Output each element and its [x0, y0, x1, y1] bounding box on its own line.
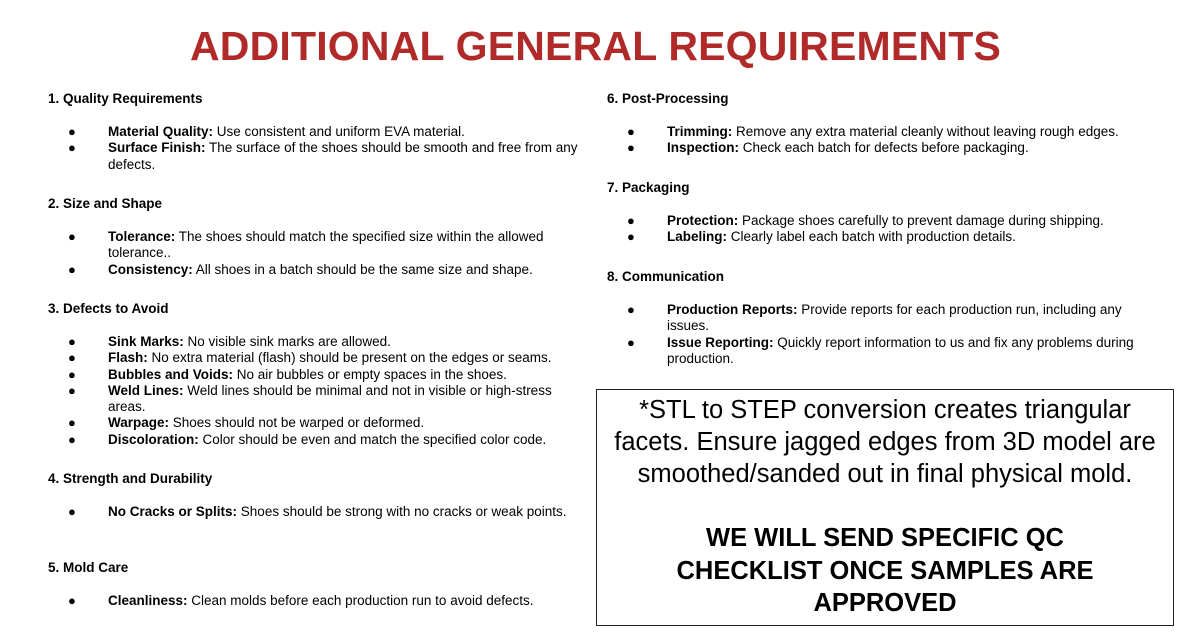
- bullet-icon: ●: [68, 229, 76, 244]
- bullet-icon: ●: [627, 229, 635, 245]
- bullet-icon: ●: [68, 382, 76, 398]
- list-item: [48, 367, 588, 383]
- bullet-icon: ●: [627, 213, 635, 228]
- item-label: Sink Marks:: [108, 334, 184, 349]
- bullet-icon: ●: [68, 350, 76, 366]
- list-item: [48, 383, 588, 416]
- section-defects-to-avoid: [48, 300, 588, 470]
- section-quality-requirements: [48, 90, 588, 195]
- list-item: [607, 229, 1167, 245]
- item-text: Use consistent and uniform EVA material.: [213, 124, 465, 139]
- item-label: Production Reports:: [667, 302, 798, 317]
- item-label: Tolerance:: [108, 229, 176, 244]
- item-label: Consistency:: [108, 261, 193, 277]
- item-label: Discoloration:: [108, 431, 199, 447]
- list-item: [48, 593, 588, 609]
- item-text: Shoes should be strong with no cracks or weak points.: [237, 504, 567, 519]
- list-item: [607, 140, 1167, 156]
- list-item: [48, 334, 588, 350]
- item-text: Quickly report information to us and fix any problems during production.: [667, 334, 1134, 366]
- list-item: [48, 504, 588, 520]
- item-label: Weld Lines:: [108, 382, 184, 398]
- item-text: Shoes should not be warped or deformed.: [169, 415, 425, 431]
- item-label: Inspection:: [667, 140, 740, 156]
- item-text: The surface of the shoes should be smooth and free from any defects.: [108, 140, 578, 172]
- item-label: Warpage:: [108, 415, 170, 431]
- item-list: [607, 302, 1167, 367]
- item-text: No air bubbles or empty spaces in the shoes.: [233, 366, 507, 382]
- list-item: [48, 140, 588, 173]
- list-item: [48, 229, 588, 262]
- item-text: Weld lines should be minimal and not in visible or high-stress areas.: [108, 382, 552, 415]
- item-label: Issue Reporting:: [667, 334, 774, 350]
- section-strength-and-durability: [48, 470, 588, 559]
- list-item: [48, 432, 588, 448]
- bullet-icon: ●: [68, 261, 76, 277]
- item-list: [48, 334, 588, 448]
- bullet-icon: ●: [68, 334, 76, 349]
- bullet-icon: ●: [68, 124, 76, 139]
- bullet-icon: ●: [627, 302, 635, 317]
- item-label: No Cracks or Splits:: [108, 504, 238, 519]
- section-mold-care: [48, 559, 588, 609]
- stl-note-box: [596, 389, 1174, 626]
- item-list: [607, 124, 1167, 157]
- list-item: [607, 124, 1167, 140]
- item-list: [48, 124, 588, 173]
- item-list: [48, 504, 588, 520]
- item-text: Package shoes carefully to prevent damage during shipping.: [738, 213, 1104, 228]
- item-text: Clearly label each batch with production details.: [727, 229, 1016, 245]
- item-label: Flash:: [108, 350, 148, 366]
- bullet-icon: ●: [627, 334, 635, 350]
- qc-checklist-notice: WE WILL SEND SPECIFIC QC CHECKLIST ONCE SAMPLES ARE APPROVED: [676, 524, 1094, 617]
- item-list: [48, 593, 588, 609]
- section-post-processing: [607, 90, 1167, 179]
- item-label: Cleanliness:: [108, 593, 188, 608]
- list-item: [48, 415, 588, 431]
- list-item: [607, 302, 1167, 335]
- item-label: Bubbles and Voids:: [108, 366, 234, 382]
- bullet-icon: ●: [68, 415, 76, 431]
- list-item: [48, 262, 588, 278]
- list-item: [48, 124, 588, 140]
- section-packaging: [607, 179, 1167, 268]
- section-heading: 5. Mold Care: [48, 560, 129, 575]
- item-text: Check each batch for defects before packaging.: [739, 140, 1029, 156]
- section-heading: 4. Strength and Durability: [48, 471, 213, 486]
- item-text: No visible sink marks are allowed.: [183, 334, 391, 349]
- section-communication: [607, 268, 1167, 367]
- item-text: The shoes should match the specified size within the allowed tolerance..: [108, 229, 544, 261]
- section-size-and-shape: [48, 195, 588, 300]
- bullet-icon: ●: [68, 140, 76, 156]
- item-text: Clean molds before each production run to avoid defects.: [187, 593, 534, 608]
- bullet-icon: ●: [627, 140, 635, 156]
- item-label: Surface Finish:: [108, 140, 206, 156]
- bullet-icon: ●: [68, 431, 76, 447]
- item-text: Color should be even and match the specified color code.: [198, 431, 547, 447]
- left-column: [48, 90, 588, 609]
- list-item: [607, 335, 1167, 368]
- section-heading: 6. Post-Processing: [607, 91, 729, 106]
- bullet-icon: ●: [627, 124, 635, 139]
- item-text: Provide reports for each production run, including any issues.: [667, 302, 1122, 334]
- item-label: Labeling:: [667, 229, 727, 245]
- bullet-icon: ●: [68, 504, 76, 519]
- section-heading: 2. Size and Shape: [48, 196, 163, 211]
- item-label: Trimming:: [667, 124, 733, 139]
- item-text: No extra material (flash) should be present on the edges or seams.: [147, 350, 552, 366]
- bullet-icon: ●: [68, 593, 76, 608]
- item-text: All shoes in a batch should be the same size and shape.: [192, 261, 533, 277]
- stl-note-text: *STL to STEP conversion creates triangular facets. Ensure jagged edges from 3D model are smoothed/sanded out in final physical mold.: [614, 396, 1156, 488]
- page-title: ADDITIONAL GENERAL REQUIREMENTS: [189, 23, 1002, 69]
- list-item: [607, 213, 1167, 229]
- item-label: Protection:: [667, 213, 739, 228]
- bullet-icon: ●: [68, 366, 76, 382]
- item-list: [607, 213, 1167, 246]
- right-column: [607, 90, 1167, 367]
- list-item: [48, 350, 588, 366]
- item-text: Remove any extra material cleanly without leaving rough edges.: [732, 124, 1119, 139]
- section-heading: 1. Quality Requirements: [48, 91, 203, 106]
- section-heading: 7. Packaging: [607, 180, 690, 195]
- item-list: [48, 229, 588, 278]
- item-label: Material Quality:: [108, 124, 214, 139]
- section-heading: 3. Defects to Avoid: [48, 301, 169, 316]
- section-heading: 8. Communication: [607, 269, 725, 284]
